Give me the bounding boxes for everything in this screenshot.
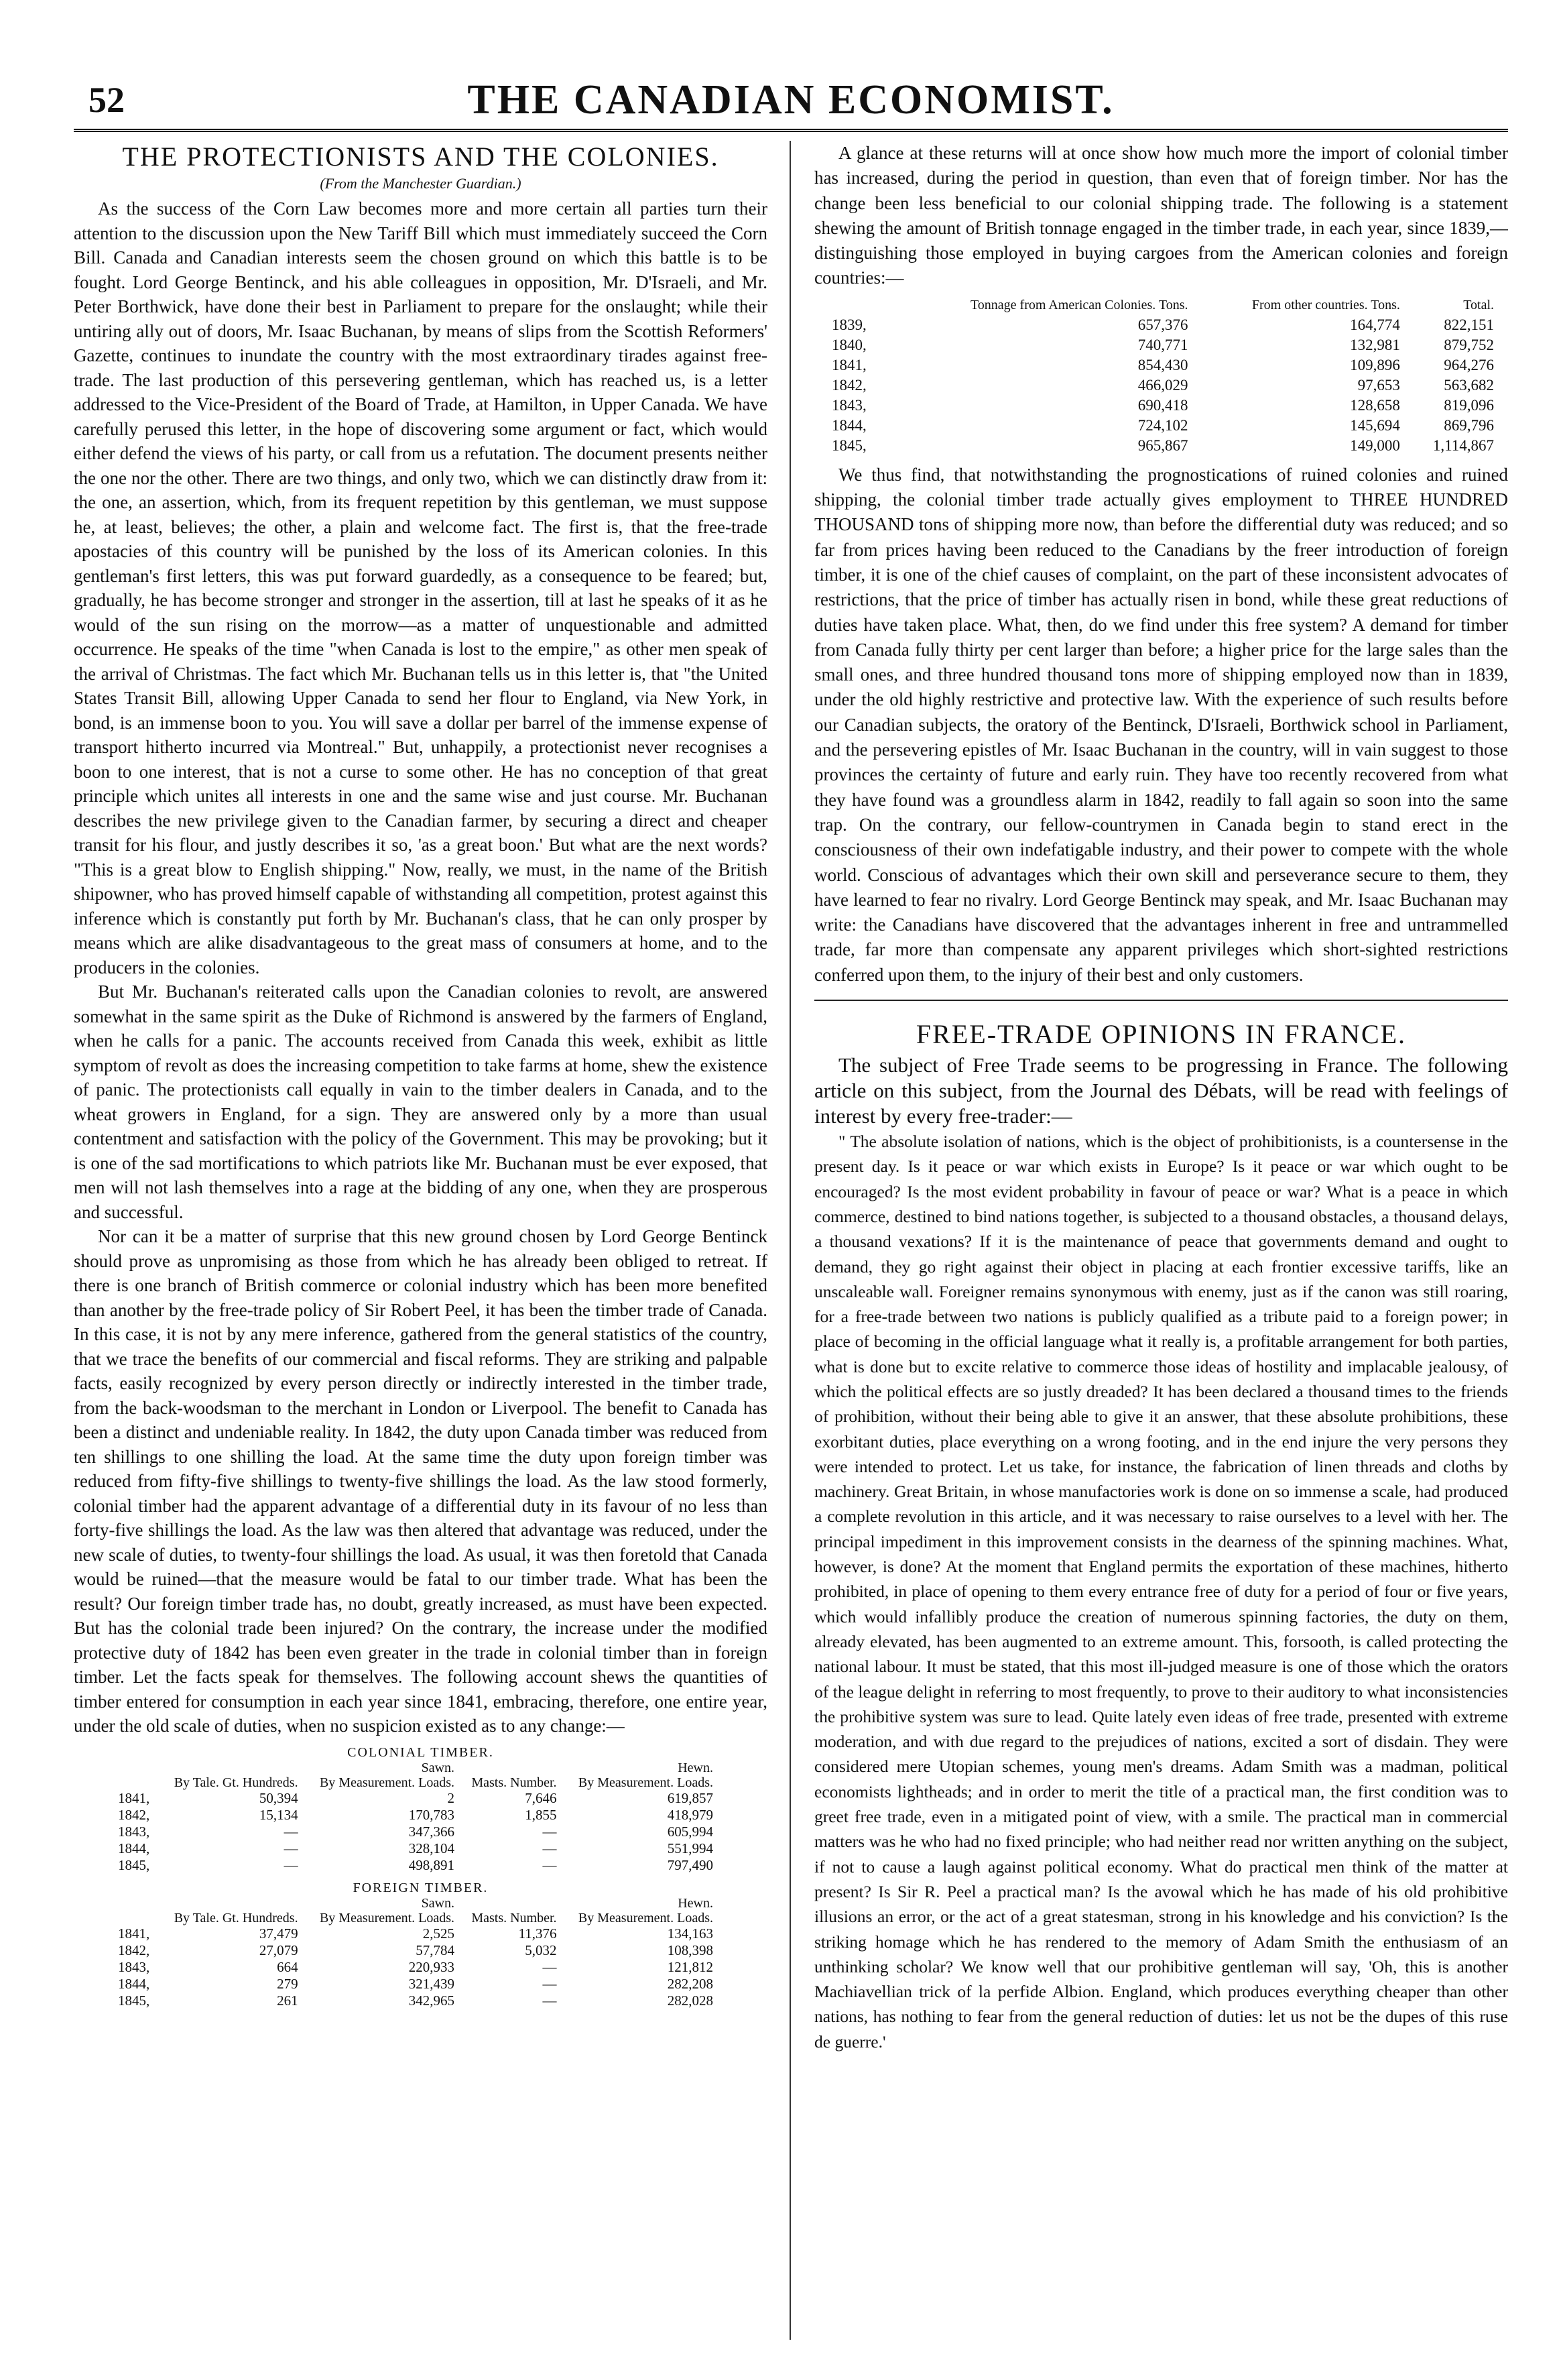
- column-header: Masts. Number.: [471, 1775, 557, 1790]
- column-header: From other countries. Tons.: [1251, 297, 1400, 312]
- paragraph: But Mr. Buchanan's reiterated calls upon the Canadian colonies to revolt, are answered somewhat in the same spirit as the Duke of Richmond is answered by the farmers of England, when he calls for a panic. The accounts received from Canada this week, exhibit as little symptom of revolt as does the increasing competition to take farms at home, shew the existence of panic. The protectionists call equally in vain to the timber dealers in Canada, and to the wheat growers in England, for a sign. They are answered only by a more than usual contentment and satisfaction with the policy of the Government. This may be provoking; but it is one of the sad mortifications to which patriots like Mr. Buchanan must be ever exposed, that men will not lash themselves into a rage at the bidding of any one, when they are prosperous and successful.: [74, 981, 767, 1222]
- table-row: 1844, 279 321,439 — 282,208: [118, 1975, 713, 1992]
- column-header: Tonnage from American Colonies. Tons.: [970, 297, 1188, 312]
- right-column: [814, 141, 1508, 2346]
- page-header: [74, 67, 1508, 132]
- table-row: 1845, 261 342,965 — 282,028: [118, 1992, 713, 2009]
- article-title-protectionists: THE PROTECTIONISTS AND THE COLONIES.: [122, 141, 719, 172]
- quoted-article: " The absolute isolation of nations, which is the object of prohibitionists, is a countersense in the present day. Is it peace or war which exists in Europe? Is it peace or war which ought to be encouraged? Is the most evident probability in favour of peace or war? What is a peace in which commerce, destined to bind nations together, is subjected to a thousand obstacles, a thousand delays, a thousand vexations? If it is the maintenance of peace that governments demand and ought to demand, they go right against their object in placing at each frontier excessive tariffs, like an unscaleable wall. Foreigner remains synonymous with enemy, just as if the canon was still roaring, for a free-trade between two nations is publicly qualified as a tribute paid to a foreign power; in place of becoming in the official language what it really is, a profitable arrangement for both parties, what is done but to excite relative to commerce those ideas of hostility and implacable jealousy, of which the political effects are so justly dreaded? It has been declared a thousand times to the friends of prohibition, without their being able to give it an answer, that these absolute prohibitions, these exorbitant duties, place everything on a wrong footing, and in the end injure the very persons they were intended to protect. Let us take, for instance, the fabrication of linen threads and cloths by machinery. Great Britain, in whose manufactories work is done on so immense a scale, had produced a complete revolution in this article, and it was necessary to raise ourselves to a level with her. The principal impediment in this improvement consists in the dearness of the spinning machines. What, however, is done? At the moment that England permits the exportation of these machines, hitherto prohibited, in place of opening to them every entrance free of duty for a period of four or five years, which would infallibly produce the creation of numerous spinning factories, the duty on them, already elevated, has been augmented to an extreme amount. This, forsooth, is called protecting the national labour. It must be stated, that this most ill-judged measure is one of those which the orators of the league delight in referring to most frequently, to prove to their auditory to what inconsistencies the prohibitive system was sure to lead. Quite lately even ideas of free trade, presented with extreme moderation, and with due regard to the prejudices of nations, excited a sort of disdain. They were considered mere Utopian schemes, young men's dreams. Adam Smith was a madman, political economists lightheads; and in order to merit the title of a practical man, the first condition was to greet free trade, even in a mitigated point of view, with a smile. The practical man in commercial matters was he who had no fixed principle; who had neither read nor written anything on the subject, if not to cause a laugh against political economy. What do practical men think of the matter at present? Is Sir R. Peel a practical man? Is the avowal which he has made of his old prohibitive illusions an error, or the act of a great statesman, strong in his knowledge and his conviction? Is the striking homage which he has rendered to the memory of Adam Smith the enthusiasm of an unthinking scholar? We know well that our prohibitive gentleman will say, 'Oh, this is another Machiavellian trick of la perfide Albion. England, which produces everything cheaper than other nations, has nothing to fear from the general reduction of duties: let us not be the dupes of this ruse de guerre.': [814, 1132, 1508, 2051]
- table-row: 1845, 965,867 149,000 1,114,867: [832, 436, 1494, 454]
- column-header: By Tale. Gt. Hundreds.: [174, 1910, 298, 1925]
- article-body-protectionists: [74, 196, 767, 1738]
- article-source: (From the Manchester Guardian.): [320, 175, 521, 192]
- group-header-hewn: Hewn.: [678, 1895, 713, 1911]
- colonial-timber-title: COLONIAL TIMBER.: [347, 1744, 494, 1760]
- column-header: By Measurement. Loads.: [578, 1910, 713, 1925]
- group-header-hewn: Hewn.: [678, 1760, 713, 1775]
- colonial-timber-table: [114, 1761, 717, 1874]
- paragraph: Nor can it be a matter of surprise that this new ground chosen by Lord George Bentinck should prove as unpromising as those from which he has already been obliged to retreat. If there is one branch of British commerce or colonial industry which has been more benefited than another by the free-trade policy of Sir Robert Peel, it has been the timber trade of Canada. In this case, it is not by any mere inference, gathered from the general statistics of the country, that we trace the benefits of our commercial and fiscal reforms. They are striking and palpable facts, easily recognized by every person directly or indirectly interested in the timber trade, from the back-woodsman to the merchant in London or Liverpool. The benefit to Canada has been a distinct and undeniable reality. In 1842, the duty upon Canada timber was reduced from ten shillings to one shilling the load. At the same time the duty upon foreign timber was reduced from fifty-five shillings to twenty-five shillings the load. As the law stood formerly, colonial timber had the apparent advantage of a differential duty in its favour of no less than forty-five shillings the load. As the law was then altered that advantage was reduced, under the new scale of duties, to twenty-four shillings the load. As usual, it was then foretold that Canada would be ruined—that the measure would be fatal to our timber trade. What has been the result? Our foreign timber trade has, no doubt, greatly increased, as must have been expected. But has the colonial trade been injured? On the contrary, the increase under the modified protective duty of 1842 has been even greater in the trade in colonial timber than in foreign timber. Let the facts speak for themselves. The following account shews the quantities of timber entered for consumption in each year since 1841, embracing, therefore, one entire year, under the old scale of duties, when no suspicion existed as to any change:—: [74, 1226, 767, 1736]
- tonnage-table: [828, 295, 1498, 456]
- column-header: By Measurement. Loads.: [578, 1775, 713, 1790]
- table-row: 1843, 690,418 128,658 819,096: [832, 396, 1494, 414]
- table-row: 1843, — 347,366 — 605,994: [118, 1823, 713, 1840]
- journal-title: THE CANADIAN ECONOMIST.: [467, 77, 1115, 123]
- column-header: By Measurement. Loads.: [319, 1775, 455, 1790]
- foreign-timber-title: FOREIGN TIMBER.: [353, 1880, 489, 1895]
- section-divider: [814, 1000, 1508, 1001]
- article-title-free-trade-france: FREE-TRADE OPINIONS IN FRANCE.: [916, 1019, 1407, 1050]
- column-divider: [790, 141, 791, 2340]
- column-header: By Tale. Gt. Hundreds.: [174, 1775, 298, 1790]
- paragraph: A glance at these returns will at once show how much more the import of colonial timber has increased, during the period in question, than even that of foreign timber. Nor has the change been less beneficial to our colonial shipping trade. The following is a statement shewing the amount of British tonnage engaged in the timber trade, in each year, since 1839,—distinguishing those employed in buying cargoes from the American colonies and foreign countries:—: [814, 143, 1508, 288]
- column-header: Total.: [1463, 297, 1494, 312]
- group-header-sawn: Sawn.: [421, 1895, 455, 1911]
- column-header: By Measurement. Loads.: [319, 1910, 455, 1925]
- paragraph: We thus find, that notwithstanding the prognostications of ruined colonies and ruined shipping, the colonial timber trade actually gives employment to THREE HUNDRED THOUSAND tons of shipping more now, than before the differential duty was reduced; and so far from prices having been reduced to the Canadians by the freer introduction of foreign timber, it is one of the chief causes of complaint, on the part of these inconsistent advocates of restrictions, that the price of timber has actually risen in bond, while these great reductions of duties have taken place. What, then, do we find under this free system? A demand for timber from Canada fully thirty per cent larger than before; a higher price for the large sales than the small ones, and three hundred thousand tons more of shipping employed now than in 1839, under the old highly restrictive and protective law. With the experience of such results before our Canadian subjects, the oratory of the Bentinck, D'Israeli, Borthwick school in Parliament, and the persevering epistles of Mr. Isaac Buchanan in the country, will in vain suggest to those provinces the certainty of future and early ruin. They have too recently recovered from what they have found was a groundless alarm in 1842, readily to fall again so soon into the same trap. On the contrary, our fellow-countrymen in Canada begin to stand erect in the consciousness of their own indefatigable industry, and their power to compete with the whole world. Conscious of advantages which their own skill and perseverance secure to them, they have learned to fear no rivalry. Lord George Bentinck may speak, and Mr. Isaac Buchanan may write: the Canadians have discovered that the advantages inherent in free and untrammelled trade, far more than compensate any apparent privileges which short-sighted restrictions conferred upon them, to the injury of their best and only customers.: [814, 464, 1508, 985]
- article-lead: The subject of Free Trade seems to be progressing in France. The following article on this subject, from the Journal des Débats, will be read with feelings of interest by every free-trader:—: [814, 1053, 1508, 1128]
- paragraph: As the success of the Corn Law becomes more and more certain all parties turn their attention to the discussion upon the New Tariff Bill which must immediately succeed the Corn Bill. Canada and Canadian interests seem the chosen ground on which this battle is to be fought. Lord George Bentinck, and his able colleagues in opposition, Mr. D'Israeli, and Mr. Peter Borthwick, have done their best in Parliament to prepare for the onslaught; while their untiring ally out of doors, Mr. Isaac Buchanan, by means of slips from the Scottish Reformers' Gazette, continues to inundate the country with the most extraordinary tirades against free-trade. The last production of this persevering gentleman, which has reached us, is a letter addressed to the Vice-President of the Board of Trade, at Hamilton, in Upper Canada. We have carefully perused this letter, in the hope of discovering some argument or fact, which would either defend the views of his party, or call from us a refutation. The document presents neither the one nor the other. There are two things, and only two, which we can distinctly draw from it: the one, an assertion, which, from its frequent repetition by this gentleman, we must suppose he, at least, believes; the other, a plain and welcome fact. The first is, that the free-trade apostacies of this country will be punished by the loss of its American colonies. In this gentleman's first letters, this was put forward guardedly, as a consequence to be feared; but, gradually, he has become stronger and stronger in the assertion, till at last he speaks of it as he would of the sun rising on the morrow—as a matter of unquestionable and admitted occurrence. He speaks of the time "when Canada is lost to the empire," as other men speak of the arrival of Christmas. The fact which Mr. Buchanan tells us in this letter is, that "the United States Transit Bill, allowing Upper Canada to send her flour to England, via New York, in bond, is an immense boon to you. You will save a dollar per barrel of the immense expense of transport hitherto incurred via Montreal." But, unhappily, a protectionist never recognises a boon to one interest, that is not a curse to some other. He has no conception of that great principle which unites all interests in one and the same wise and just course. Mr. Buchanan describes the new privilege given to the Canadian farmer, by securing a direct and cheaper transit for his flour, and justly describes it so, 'as a great boon.' But what are the next words? "This is a great blow to English shipping." Now, really, we must, in the name of the British shipowner, who has proved himself capable of withstanding all competition, protest against this inference which is constantly put forth by Mr. Buchanan's class, that he can only prosper by means which are alike disadvantageous to the great mass of consumers at home, and to the producers in the colonies.: [74, 198, 767, 977]
- foreign-timber-table: [114, 1896, 717, 2009]
- left-column: [74, 141, 767, 2346]
- table-row: 1840, 740,771 132,981 879,752: [832, 336, 1494, 353]
- table-row: 1842, 27,079 57,784 5,032 108,398: [118, 1942, 713, 1958]
- table-row: 1842, 15,134 170,783 1,855 418,979: [118, 1806, 713, 1823]
- table-row: 1841, 37,479 2,525 11,376 134,163: [118, 1925, 713, 1942]
- table-row: 1843, 664 220,933 — 121,812: [118, 1958, 713, 1975]
- page-number: 52: [88, 80, 125, 120]
- table-row: 1845, — 498,891 — 797,490: [118, 1856, 713, 1873]
- column-header: Masts. Number.: [471, 1910, 557, 1925]
- table-row: 1844, 724,102 145,694 869,796: [832, 416, 1494, 434]
- table-row: 1844, — 328,104 — 551,994: [118, 1840, 713, 1856]
- table-row: 1841, 854,430 109,896 964,276: [832, 356, 1494, 373]
- table-row: 1842, 466,029 97,653 563,682: [832, 376, 1494, 394]
- table-row: 1839, 657,376 164,774 822,151: [832, 316, 1494, 333]
- newspaper-page: [74, 67, 1508, 2346]
- table-row: 1841, 50,394 2 7,646 619,857: [118, 1789, 713, 1806]
- group-header-sawn: Sawn.: [421, 1760, 455, 1775]
